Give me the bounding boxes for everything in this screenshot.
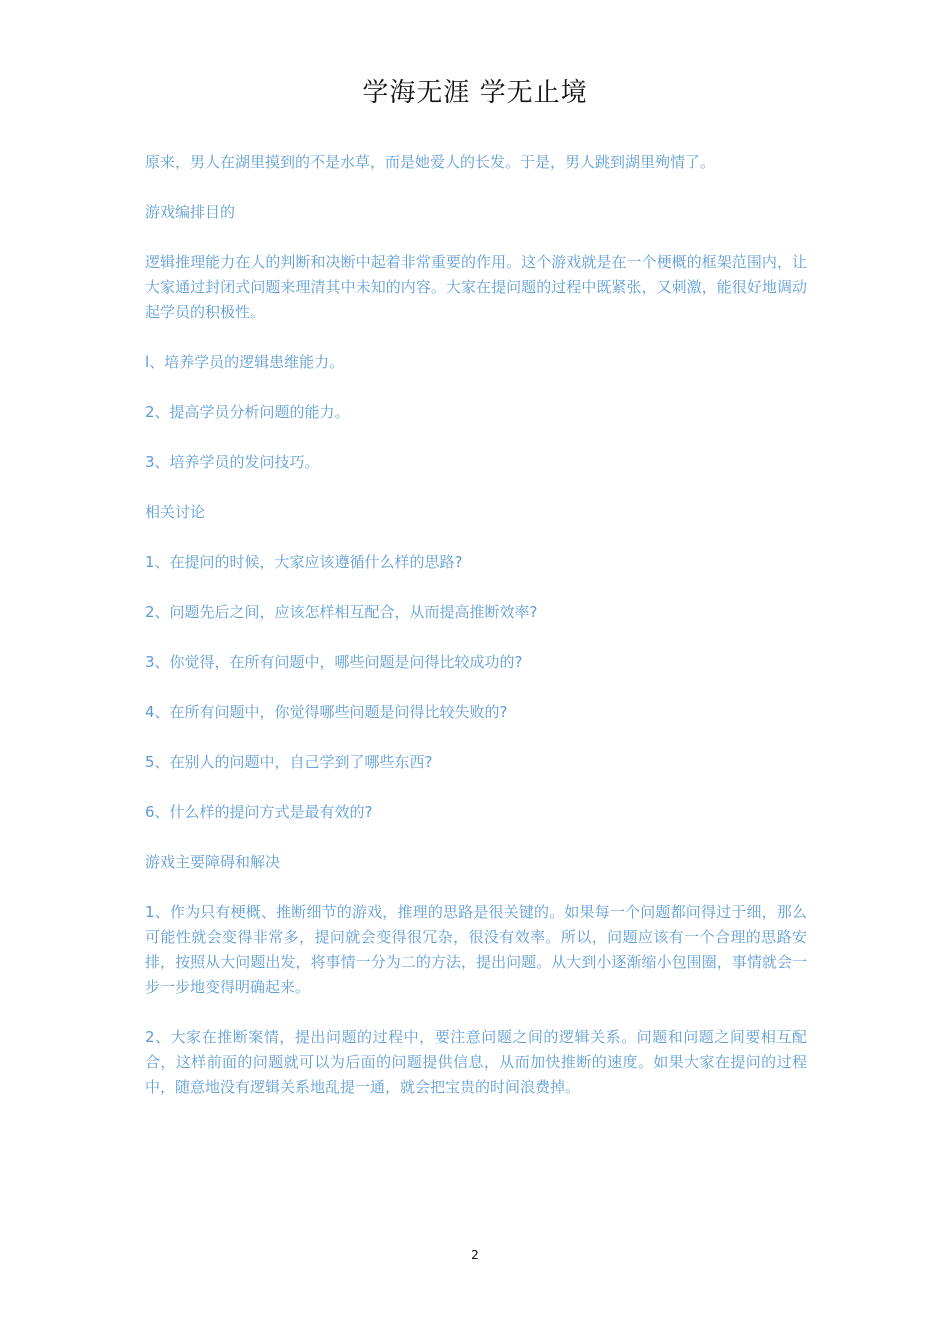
purpose-item-1: l、培养学员的逻辑患维能力。 xyxy=(145,353,345,371)
discussion-item-6: 6、什么样的提问方式是最有效的? xyxy=(145,803,373,821)
page-header-title: 学海无涯 学无止境 xyxy=(362,78,588,108)
purpose-description-paragraph: 逻辑推理能力在人的判断和决断中起着非常重要的作用。这个游戏就是在一个梗概的框架范围内，让大家通过封闭式问题来理清其中未知的内容。大家在提问题的过程中既紧张，又刺激，能很好地调动起学员的积极性。 xyxy=(145,253,807,321)
discussion-item-5: 5、在别人的问题中，自己学到了哪些东西? xyxy=(145,753,433,771)
page-number: 2 xyxy=(471,1248,479,1262)
story-ending-paragraph: 原来，男人在湖里摸到的不是水草，而是她爱人的长发。于是，男人跳到湖里殉情了。 xyxy=(145,153,716,171)
purpose-item-2: 2、提高学员分析问题的能力。 xyxy=(145,403,350,421)
document-body xyxy=(145,150,807,1125)
section-heading-obstacles: 游戏主要障碍和解决 xyxy=(145,853,281,871)
discussion-item-3: 3、你觉得，在所有问题中，哪些问题是问得比较成功的? xyxy=(145,653,523,671)
purpose-item-3: 3、培养学员的发问技巧。 xyxy=(145,453,320,471)
section-heading-discussion: 相关讨论 xyxy=(145,503,206,521)
discussion-item-4: 4、在所有问题中，你觉得哪些问题是问得比较失败的? xyxy=(145,703,508,721)
obstacle-paragraph-1: 1、作为只有梗概、推断细节的游戏，推理的思路是很关键的。如果每一个问题都问得过于细，那么可能性就会变得非常多，提问就会变得很冗杂，很没有效率。所以，问题应该有一个合理的思路安排，按照从大问题出发，将事情一分为二的方法，提出问题。从大到小逐渐缩小包围圈，事情就会一步一步地变得明确起来。 xyxy=(145,903,807,996)
obstacle-paragraph-2: 2、大家在推断案情，提出问题的过程中，要注意问题之间的逻辑关系。问题和问题之间要相互配合，这样前面的问题就可以为后面的问题提供信息，从而加快推断的速度。如果大家在提问的过程中，随意地没有逻辑关系地乱提一通，就会把宝贵的时间浪费掉。 xyxy=(145,1028,807,1096)
section-heading-purpose: 游戏编排目的 xyxy=(145,203,236,221)
discussion-item-2: 2、问题先后之间，应该怎样相互配合，从而提高推断效率? xyxy=(145,603,538,621)
discussion-item-1: 1、在提问的时候，大家应该遵循什么样的思路? xyxy=(145,553,463,571)
